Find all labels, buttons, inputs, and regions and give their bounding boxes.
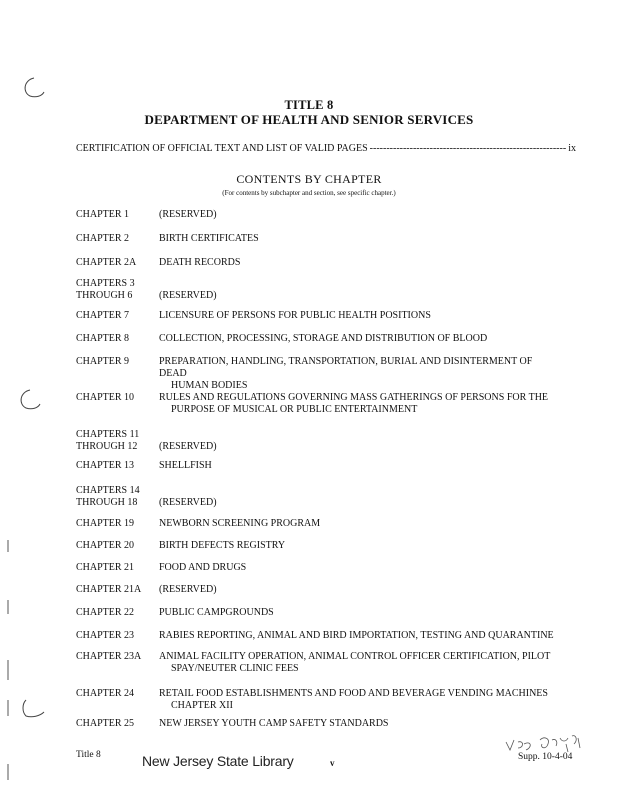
title-heading: TITLE 8 bbox=[284, 98, 334, 112]
chapter-label-line: CHAPTER 2 bbox=[76, 233, 130, 244]
library-stamp: New Jersey State Library bbox=[142, 753, 294, 769]
chapter-title bbox=[159, 310, 561, 322]
chapter-title-line: ANIMAL FACILITY OPERATION, ANIMAL CONTROL OFFICER CERTIFICATION, PILOT bbox=[159, 651, 551, 662]
chapter-title bbox=[159, 233, 561, 245]
chapter-title-line: (RESERVED) bbox=[159, 441, 217, 452]
chapter-title-line: PUBLIC CAMPGROUNDS bbox=[159, 607, 274, 618]
chapter-label-line: CHAPTER 8 bbox=[76, 333, 130, 344]
chapter-title bbox=[159, 209, 561, 221]
chapter-label-line: CHAPTER 13 bbox=[76, 460, 135, 471]
chapter-label bbox=[76, 651, 158, 663]
chapter-label-line: CHAPTERS 14 bbox=[76, 485, 140, 496]
chapter-label bbox=[76, 257, 158, 269]
chapter-title bbox=[159, 518, 561, 530]
chapter-title-line: NEW JERSEY YOUTH CAMP SAFETY STANDARDS bbox=[159, 718, 389, 729]
chapter-label-line: THROUGH 18 bbox=[76, 497, 138, 508]
certification-page: ix bbox=[568, 143, 576, 154]
chapter-title-line: LICENSURE OF PERSONS FOR PUBLIC HEALTH POSITIONS bbox=[159, 310, 431, 321]
chapter-label-line: CHAPTER 10 bbox=[76, 392, 135, 403]
chapter-label bbox=[76, 630, 158, 642]
chapter-title-line: DEATH RECORDS bbox=[159, 257, 241, 268]
chapter-title-line: RABIES REPORTING, ANIMAL AND BIRD IMPORTATION, TESTING AND QUARANTINE bbox=[159, 630, 554, 641]
chapter-label bbox=[76, 392, 158, 404]
chapter-title-line: PURPOSE OF MUSICAL OR PUBLIC ENTERTAINMENT bbox=[171, 404, 418, 415]
chapter-label bbox=[76, 518, 158, 530]
chapter-title bbox=[159, 607, 561, 619]
chapter-title bbox=[159, 441, 561, 453]
certification-line bbox=[76, 143, 576, 154]
chapter-label-line: CHAPTER 19 bbox=[76, 518, 135, 529]
chapter-label-line: CHAPTER 7 bbox=[76, 310, 130, 321]
chapter-title-line: BIRTH DEFECTS REGISTRY bbox=[159, 540, 286, 551]
chapter-label bbox=[76, 333, 158, 345]
chapter-title bbox=[159, 497, 561, 509]
chapter-title bbox=[159, 584, 561, 596]
chapter-label-line: CHAPTERS 11 bbox=[76, 429, 140, 440]
footer-page-number: v bbox=[330, 758, 335, 768]
chapter-title bbox=[159, 333, 561, 345]
chapter-label bbox=[76, 540, 158, 552]
contents-note: (For contents by subchapter and section, see specific chapter.) bbox=[222, 189, 396, 197]
chapter-label-line: CHAPTER 22 bbox=[76, 607, 135, 618]
certification-text: CERTIFICATION OF OFFICIAL TEXT AND LIST OF VALID PAGES bbox=[76, 143, 368, 154]
chapter-title-line: SHELLFISH bbox=[159, 460, 212, 471]
chapter-label bbox=[76, 278, 158, 302]
chapter-title bbox=[159, 392, 561, 416]
chapter-label bbox=[76, 460, 158, 472]
chapter-label-line: CHAPTER 1 bbox=[76, 209, 130, 220]
chapter-title bbox=[159, 540, 561, 552]
chapter-label-line: CHAPTER 24 bbox=[76, 688, 135, 699]
chapter-label-line: CHAPTER 21A bbox=[76, 584, 142, 595]
chapter-label bbox=[76, 485, 158, 509]
chapter-title-line: CHAPTER XII bbox=[171, 700, 233, 711]
chapter-label bbox=[76, 310, 158, 322]
chapter-label-line: CHAPTER 20 bbox=[76, 540, 135, 551]
chapter-label-line: CHAPTER 9 bbox=[76, 356, 130, 367]
chapter-title-line: (RESERVED) bbox=[159, 497, 217, 508]
chapter-label-line: CHAPTER 23 bbox=[76, 630, 135, 641]
chapter-title-line: HUMAN BODIES bbox=[171, 380, 248, 391]
chapter-label bbox=[76, 209, 158, 221]
chapter-label bbox=[76, 356, 158, 368]
chapter-title bbox=[159, 630, 561, 642]
chapter-label-line: CHAPTER 21 bbox=[76, 562, 135, 573]
handwritten-initials bbox=[506, 736, 580, 752]
hole-punch-mark-bottom bbox=[23, 700, 44, 717]
chapter-title-line: (RESERVED) bbox=[159, 290, 217, 301]
chapter-title-line: SPAY/NEUTER CLINIC FEES bbox=[171, 663, 299, 674]
hole-punch-mark-middle bbox=[21, 390, 40, 409]
chapter-title-line: NEWBORN SCREENING PROGRAM bbox=[159, 518, 321, 529]
chapter-title bbox=[159, 562, 561, 574]
chapter-label bbox=[76, 607, 158, 619]
chapter-label-line: CHAPTER 25 bbox=[76, 718, 135, 729]
chapter-label-line: THROUGH 6 bbox=[76, 290, 133, 301]
chapter-title-line: BIRTH CERTIFICATES bbox=[159, 233, 259, 244]
hole-punch-mark-top bbox=[25, 78, 44, 97]
chapter-label-line: CHAPTERS 3 bbox=[76, 278, 135, 289]
chapter-title bbox=[159, 460, 561, 472]
chapter-title bbox=[159, 651, 561, 675]
chapter-label bbox=[76, 718, 158, 730]
chapter-title-line: COLLECTION, PROCESSING, STORAGE AND DISTRIBUTION OF BLOOD bbox=[159, 333, 488, 344]
footer-supplement-date: Supp. 10-4-04 bbox=[518, 752, 573, 762]
chapter-title bbox=[159, 688, 561, 712]
contents-heading: CONTENTS BY CHAPTER bbox=[236, 172, 382, 186]
chapter-title-line: FOOD AND DRUGS bbox=[159, 562, 247, 573]
chapter-title-line: RULES AND REGULATIONS GOVERNING MASS GATHERINGS OF PERSONS FOR THE bbox=[159, 392, 549, 403]
footer-title: Title 8 bbox=[76, 750, 101, 760]
chapter-title bbox=[159, 356, 561, 392]
chapter-title-line: RETAIL FOOD ESTABLISHMENTS AND FOOD AND BEVERAGE VENDING MACHINES bbox=[159, 688, 548, 699]
chapter-label-line: CHAPTER 2A bbox=[76, 257, 137, 268]
chapter-label bbox=[76, 688, 158, 700]
chapter-title bbox=[159, 718, 561, 730]
chapter-title-line: PREPARATION, HANDLING, TRANSPORTATION, BURIAL AND DISINTERMENT OF DEAD bbox=[159, 356, 533, 379]
chapter-title bbox=[159, 290, 561, 302]
chapter-label-line: CHAPTER 23A bbox=[76, 651, 142, 662]
chapter-label-line: THROUGH 12 bbox=[76, 441, 138, 452]
chapter-title-line: (RESERVED) bbox=[159, 584, 217, 595]
chapter-label bbox=[76, 584, 158, 596]
department-heading: DEPARTMENT OF HEALTH AND SENIOR SERVICES bbox=[144, 112, 474, 127]
chapter-label bbox=[76, 233, 158, 245]
chapter-title bbox=[159, 257, 561, 269]
dot-leader bbox=[370, 143, 567, 154]
chapter-label bbox=[76, 562, 158, 574]
chapter-title-line: (RESERVED) bbox=[159, 209, 217, 220]
chapter-label bbox=[76, 429, 158, 453]
